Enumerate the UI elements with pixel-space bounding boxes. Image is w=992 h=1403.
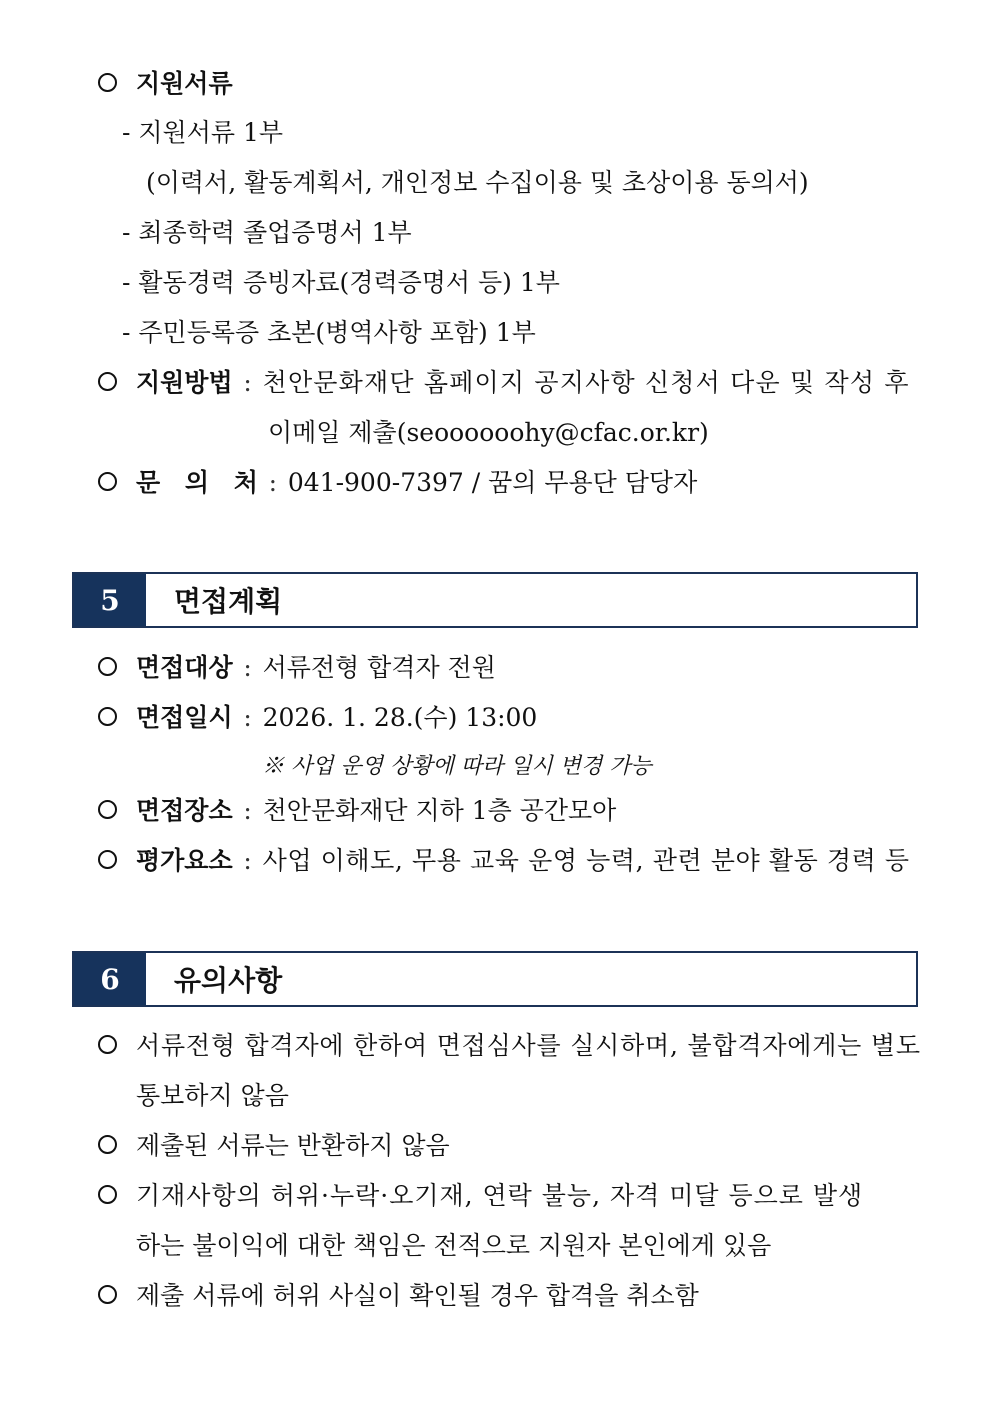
contact-value: 041-900-7397 / 꿈의 무용단 담당자 xyxy=(287,468,698,497)
notice-item-3-cont: 하는 불이익에 대한 책임은 전적으로 지원자 본인에게 있음 xyxy=(136,1231,772,1260)
method-label: 지원방법 xyxy=(136,368,233,397)
circle-bullet-icon xyxy=(98,795,136,827)
section-6-number: 6 xyxy=(74,953,146,1005)
circle-bullet-icon xyxy=(98,1130,136,1162)
section-5-title: 면접계획 xyxy=(174,585,283,618)
docs-item-3: - 활동경력 증빙자료(경력증명서 등) 1부 xyxy=(122,268,560,297)
docs-item-4: - 주민등록증 초본(병역사항 포함) 1부 xyxy=(122,318,536,347)
circle-bullet-icon xyxy=(98,702,136,734)
notice-item-1: 서류전형 합격자에 한하여 면접심사를 실시하며, 불합격자에게는 별도 xyxy=(98,1030,921,1062)
interview-date-row: 면접일시 : 2026. 1. 28.(수) 13:00 xyxy=(98,702,537,734)
circle-bullet-icon xyxy=(98,1280,136,1312)
circle-bullet-icon xyxy=(98,367,136,399)
notice-item-2: 제출된 서류는 반환하지 않음 xyxy=(98,1130,450,1162)
notice-item-1-cont: 통보하지 않음 xyxy=(136,1081,289,1110)
section-5-number: 5 xyxy=(74,574,146,626)
section-5-header xyxy=(72,572,918,628)
circle-bullet-icon xyxy=(98,652,136,684)
contact-label: 문 의 처 xyxy=(136,468,258,497)
interview-date-note: ※ 사업 운영 상황에 따라 일시 변경 가능 xyxy=(262,754,652,779)
circle-bullet-icon xyxy=(98,467,136,499)
circle-bullet-icon xyxy=(98,68,136,100)
docs-item-1-detail: (이력서, 활동계획서, 개인정보 수집이용 및 초상이용 동의서) xyxy=(146,168,809,197)
method-row: 지원방법 : 천안문화재단 홈페이지 공지사항 신청서 다운 및 작성 후 xyxy=(98,367,910,399)
notice-item-3: 기재사항의 허위·누락·오기재, 연락 불능, 자격 미달 등으로 발생 xyxy=(98,1180,863,1212)
interview-target-row: 면접대상 : 서류전형 합격자 전원 xyxy=(98,652,496,684)
method-line2: 이메일 제출(seoooooohy@cfac.or.kr) xyxy=(268,418,709,447)
docs-heading: 지원서류 xyxy=(98,68,233,100)
section-6-header xyxy=(72,951,918,1007)
interview-eval-row: 평가요소 : 사업 이해도, 무용 교육 운영 능력, 관련 분야 활동 경력 등 xyxy=(98,845,910,877)
method-line1: 천안문화재단 홈페이지 공지사항 신청서 다운 및 작성 후 xyxy=(262,368,910,397)
circle-bullet-icon xyxy=(98,1030,136,1062)
circle-bullet-icon xyxy=(98,1180,136,1212)
contact-row: 문 의 처 : 041-900-7397 / 꿈의 무용단 담당자 xyxy=(98,467,697,499)
section-6-title: 유의사항 xyxy=(174,964,283,997)
docs-item-2: - 최종학력 졸업증명서 1부 xyxy=(122,218,412,247)
notice-item-4: 제출 서류에 허위 사실이 확인될 경우 합격을 취소함 xyxy=(98,1280,699,1312)
interview-place-row: 면접장소 : 천안문화재단 지하 1층 공간모아 xyxy=(98,795,616,827)
circle-bullet-icon xyxy=(98,845,136,877)
docs-item-1: - 지원서류 1부 xyxy=(122,118,283,147)
